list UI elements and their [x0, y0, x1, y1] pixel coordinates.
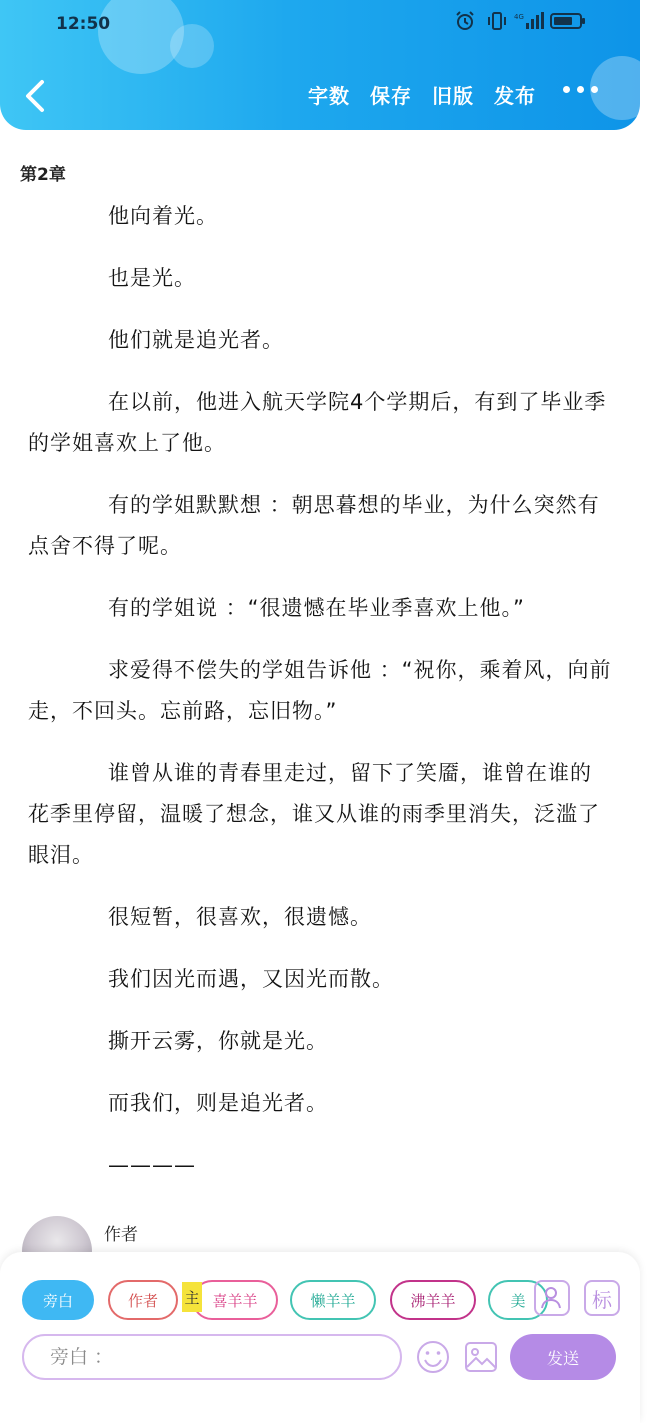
role-chip-xiyangyang[interactable]: 喜羊羊	[192, 1280, 278, 1320]
message-input[interactable]	[22, 1334, 402, 1380]
compose-panel	[0, 1252, 640, 1423]
battery-icon	[550, 10, 586, 32]
paragraph: 撕开云雾，你就是光。	[108, 1029, 328, 1053]
status-time: 12:50	[56, 14, 111, 34]
paragraph: ————	[108, 1153, 196, 1177]
send-button[interactable]: 发送	[510, 1334, 616, 1380]
emoji-button[interactable]	[414, 1338, 452, 1376]
paragraph: 我们因光而遇，又因光而散。	[108, 967, 394, 991]
paragraph: 他们就是追光者。	[108, 328, 284, 352]
dot-icon	[591, 86, 598, 93]
header-menu	[308, 80, 536, 109]
decor-bubble	[170, 24, 214, 68]
decor-bubble	[590, 56, 654, 120]
publish-button[interactable]: 发布	[494, 84, 536, 108]
image-icon	[463, 1339, 499, 1375]
status-icons	[454, 10, 586, 32]
word-count-button[interactable]: 字数	[308, 84, 350, 108]
alarm-icon	[454, 10, 476, 32]
paragraph: 有的学姐默默想 ：朝思暮想的毕业，为什么突然有点舍不得了呢。	[28, 493, 600, 558]
signal-4g-icon	[514, 10, 540, 32]
dot-icon	[577, 86, 584, 93]
highlight-tag: 主	[182, 1282, 202, 1312]
person-icon	[538, 1284, 566, 1312]
old-version-button[interactable]: 旧版	[432, 84, 474, 108]
role-chip-narration[interactable]: 旁白	[22, 1280, 94, 1320]
author-label: 作者	[104, 1225, 138, 1245]
role-chip-feiyangyang[interactable]: 沸羊羊	[390, 1280, 476, 1320]
chapter-content[interactable]	[28, 196, 612, 1207]
back-button[interactable]	[18, 76, 54, 116]
paragraph: 在以前，他进入航天学院4个学期后，有到了毕业季的学姐喜欢上了他。	[28, 390, 607, 455]
chevron-left-icon	[18, 76, 54, 116]
role-chip-partial[interactable]: 美	[488, 1280, 548, 1320]
role-chip-list[interactable]	[22, 1280, 526, 1322]
dot-icon	[563, 86, 570, 93]
add-role-button[interactable]	[534, 1280, 570, 1316]
top-header	[0, 0, 640, 130]
save-button[interactable]: 保存	[370, 84, 412, 108]
paragraph: 很短暂，很喜欢，很遗憾。	[108, 905, 372, 929]
paragraph: 而我们，则是追光者。	[108, 1091, 328, 1115]
image-button[interactable]	[462, 1338, 500, 1376]
vibrate-icon	[486, 10, 508, 32]
role-chip-author[interactable]: 作者	[108, 1280, 178, 1320]
role-chip-lanyangyang[interactable]: 懒羊羊	[290, 1280, 376, 1320]
paragraph: 谁曾从谁的青春里走过，留下了笑靥，谁曾在谁的花季里停留，温暖了想念，谁又从谁的雨季里消失，泛滥了眼泪。	[28, 761, 600, 867]
paragraph: 也是光。	[108, 266, 196, 290]
paragraph: 他向着光。	[108, 204, 218, 228]
more-options-button[interactable]	[563, 86, 598, 93]
paragraph: 求爱得不偿失的学姐告诉他 ：“祝你，乘着风，向前走，不回头。忘前路，忘旧物。”	[28, 658, 612, 723]
smiley-icon	[415, 1339, 451, 1375]
svg-text:4G: 4G	[514, 13, 524, 21]
chapter-title: 第2章	[20, 165, 66, 185]
paragraph: 有的学姐说 ：“很遗憾在毕业季喜欢上他。”	[108, 596, 525, 620]
tag-button[interactable]	[584, 1280, 620, 1316]
tag-label: 标	[592, 1287, 612, 1312]
